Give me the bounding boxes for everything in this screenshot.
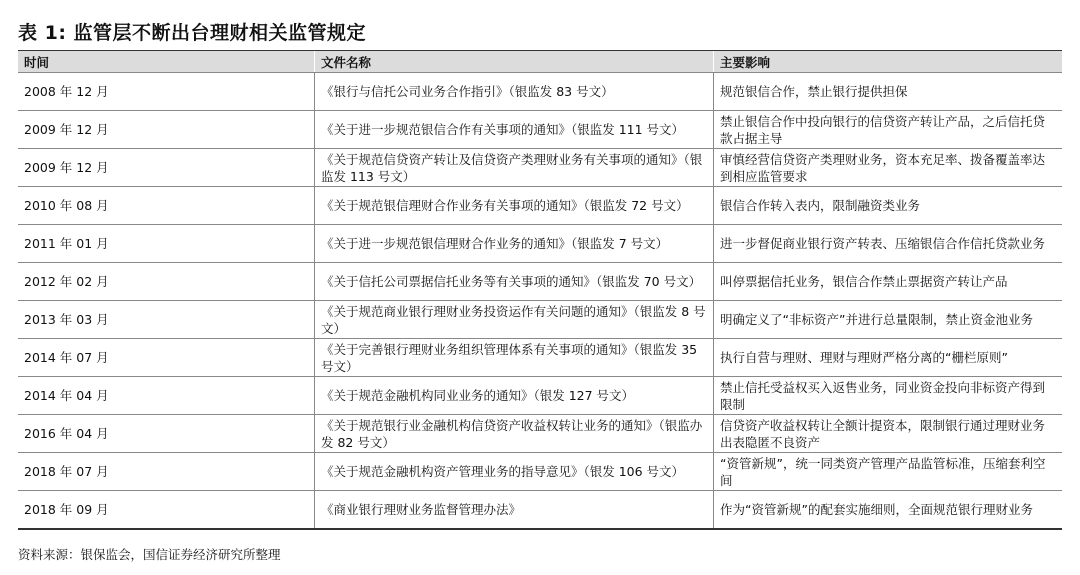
cell-document: 《关于规范金融机构资产管理业务的指导意见》（银发 106 号文） [315, 453, 714, 491]
header-impact: 主要影响 [714, 51, 1063, 73]
source-note: 资料来源：银保监会，国信证券经济研究所整理 [18, 547, 281, 562]
cell-time: 2012 年 02 月 [18, 263, 315, 301]
cell-time: 2008 年 12 月 [18, 73, 315, 111]
table-row [18, 301, 1062, 339]
table-row [18, 225, 1062, 263]
cell-document: 《关于进一步规范银信理财合作业务的通知》（银监发 7 号文） [315, 225, 714, 263]
cell-document: 《商业银行理财业务监督管理办法》 [315, 491, 714, 530]
cell-impact: 执行自营与理财、理财与理财严格分离的“栅栏原则” [714, 339, 1063, 377]
table-row [18, 149, 1062, 187]
cell-document: 《银行与信托公司业务合作指引》（银监发 83 号文） [315, 73, 714, 111]
cell-time: 2018 年 09 月 [18, 491, 315, 530]
table-row [18, 453, 1062, 491]
cell-time: 2013 年 03 月 [18, 301, 315, 339]
cell-impact: 禁止信托受益权买入返售业务，同业资金投向非标资产得到限制 [714, 377, 1063, 415]
cell-document: 《关于规范金融机构同业业务的通知》（银发 127 号文） [315, 377, 714, 415]
cell-time: 2010 年 08 月 [18, 187, 315, 225]
cell-document: 《关于规范商业银行理财业务投资运作有关问题的通知》（银监发 8 号文） [315, 301, 714, 339]
cell-impact: 禁止银信合作中投向银行的信贷资产转让产品，之后信托贷款占据主导 [714, 111, 1063, 149]
cell-time: 2009 年 12 月 [18, 111, 315, 149]
cell-document: 《关于规范银信理财合作业务有关事项的通知》（银监发 72 号文） [315, 187, 714, 225]
table-row [18, 491, 1062, 530]
cell-impact: 信贷资产收益权转让全额计提资本，限制银行通过理财业务出表隐匿不良资产 [714, 415, 1063, 453]
cell-impact: “资管新规”，统一同类资产管理产品监管标准，压缩套利空间 [714, 453, 1063, 491]
cell-document: 《关于完善银行理财业务组织管理体系有关事项的通知》（银监发 35 号文） [315, 339, 714, 377]
cell-impact: 审慎经营信贷资产类理财业务，资本充足率、拨备覆盖率达到相应监管要求 [714, 149, 1063, 187]
cell-document: 《关于信托公司票据信托业务等有关事项的通知》（银监发 70 号文） [315, 263, 714, 301]
table-row [18, 111, 1062, 149]
cell-impact: 规范银信合作，禁止银行提供担保 [714, 73, 1063, 111]
table-row [18, 187, 1062, 225]
table-row [18, 339, 1062, 377]
table-body [18, 73, 1062, 530]
table-row [18, 415, 1062, 453]
table-row [18, 263, 1062, 301]
cell-impact: 作为“资管新规”的配套实施细则，全面规范银行理财业务 [714, 491, 1063, 530]
header-document: 文件名称 [315, 51, 714, 73]
table-row [18, 73, 1062, 111]
header-row [18, 51, 1062, 73]
header-time: 时间 [18, 51, 315, 73]
cell-time: 2018 年 07 月 [18, 453, 315, 491]
cell-time: 2009 年 12 月 [18, 149, 315, 187]
cell-time: 2014 年 04 月 [18, 377, 315, 415]
cell-impact: 银信合作转入表内，限制融资类业务 [714, 187, 1063, 225]
table-row [18, 377, 1062, 415]
cell-time: 2016 年 04 月 [18, 415, 315, 453]
cell-document: 《关于规范银行业金融机构信贷资产收益权转让业务的通知》（银监办发 82 号文） [315, 415, 714, 453]
cell-document: 《关于规范信贷资产转让及信贷资产类理财业务有关事项的通知》（银监发 113 号文） [315, 149, 714, 187]
regulation-table [18, 51, 1062, 530]
table-title: 表 1: 监管层不断出台理财相关监管规定 [18, 22, 367, 44]
cell-impact: 叫停票据信托业务，银信合作禁止票据资产转让产品 [714, 263, 1063, 301]
cell-time: 2011 年 01 月 [18, 225, 315, 263]
cell-impact: 进一步督促商业银行资产转表、压缩银信合作信托贷款业务 [714, 225, 1063, 263]
cell-time: 2014 年 07 月 [18, 339, 315, 377]
cell-document: 《关于进一步规范银信合作有关事项的通知》（银监发 111 号文） [315, 111, 714, 149]
cell-impact: 明确定义了“非标资产”并进行总量限制，禁止资金池业务 [714, 301, 1063, 339]
